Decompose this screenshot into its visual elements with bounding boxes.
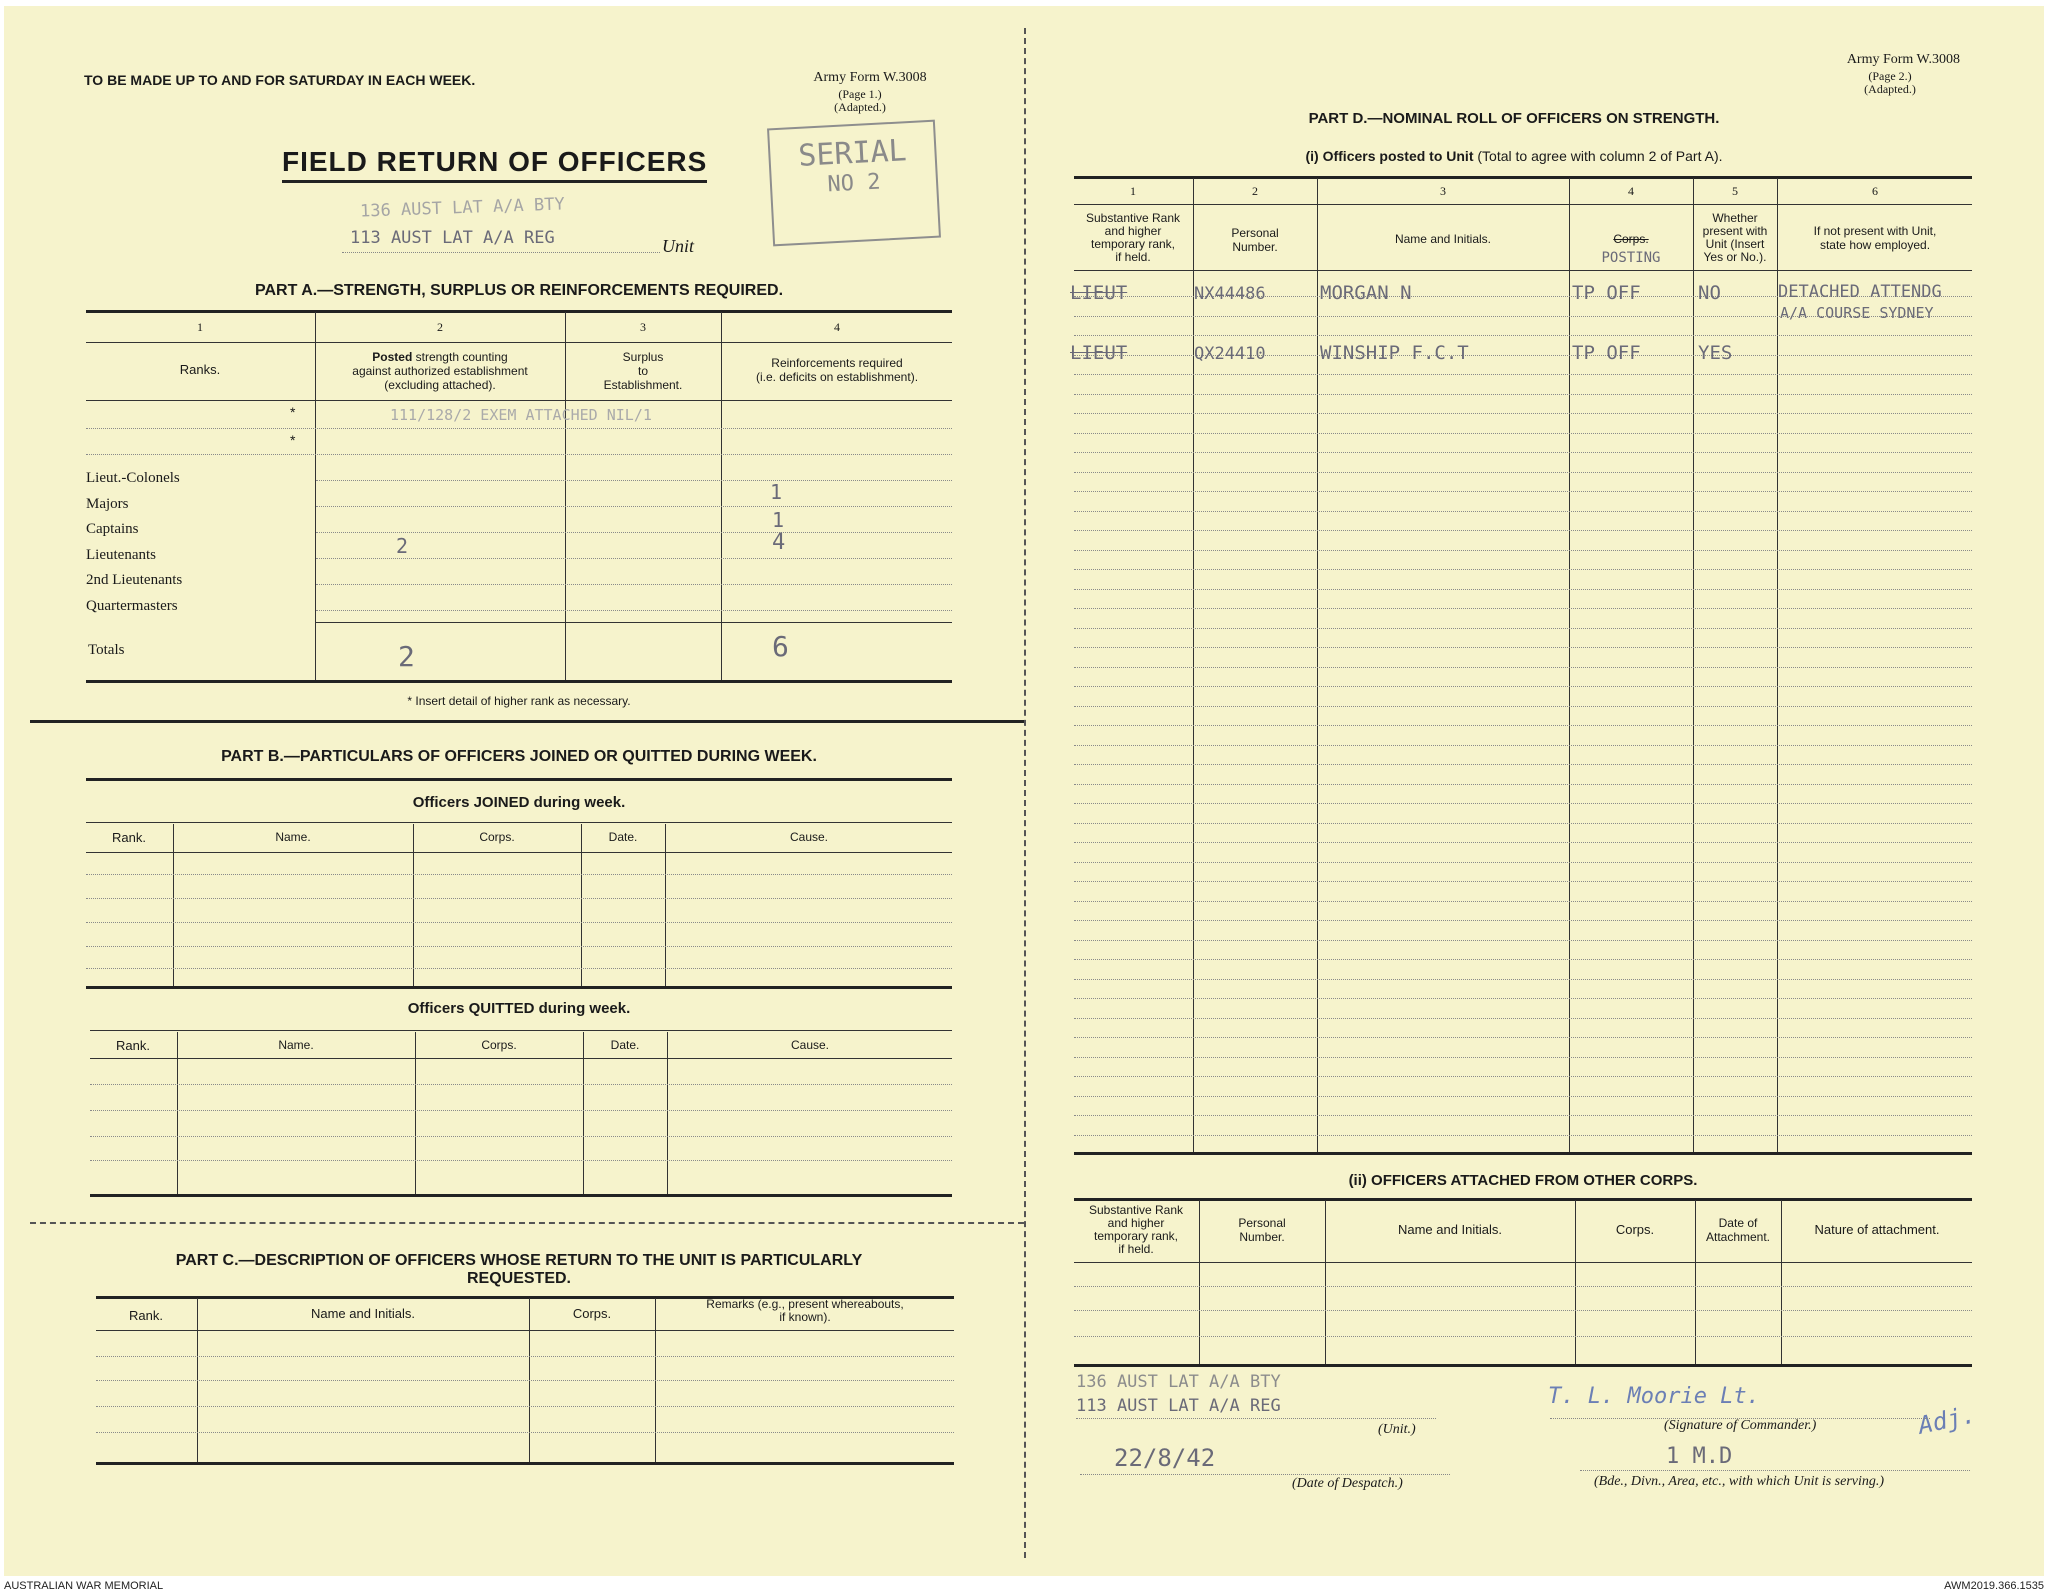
part-d-col-num-5: 5: [1732, 184, 1738, 198]
ruled-line: [1074, 511, 1972, 512]
hand-majors-reinf: 1: [770, 480, 783, 504]
part-a-vline-1: [315, 312, 316, 680]
part-c-title-line-1: PART C.—DESCRIPTION OF OFFICERS WHOSE RETURN TO THE UNIT IS PARTICULARLY: [175, 1252, 863, 1269]
footer-right: AWM2019.366.1535: [1944, 1580, 2044, 1592]
part-d-col-num-1: 1: [1130, 184, 1136, 198]
joined-col-date: Date.: [608, 830, 638, 844]
ruled-line: [1074, 940, 1972, 941]
part-c-col-corps: Corps.: [572, 1306, 612, 1321]
ruled-line: [1074, 1096, 1972, 1097]
ruled-line: [1074, 862, 1972, 863]
part-a-vline-2: [565, 312, 566, 680]
quitted-vline-4: [667, 1032, 668, 1194]
unit-label: Unit: [662, 236, 695, 256]
sig-bde-line: [1580, 1470, 1970, 1471]
part-d-col-num-4: 4: [1628, 184, 1634, 198]
part-b-title: PART B.—PARTICULARS OF OFFICERS JOINED OR QUITTED DURING WEEK.: [221, 748, 817, 765]
ruled-line: [1074, 413, 1972, 414]
part-c-bottom-rule: [96, 1462, 954, 1465]
ruled-line: [1074, 979, 1972, 980]
fold-line-vertical: [1024, 28, 1026, 1558]
row1-corps: TP OFF: [1572, 282, 1641, 304]
part-d-col-ifnot: [1778, 224, 1972, 252]
part-a-title: PART A.—STRENGTH, SURPLUS OR REINFORCEMENTS REQUIRED.: [254, 282, 784, 299]
ii-rank-hdr-3: temporary rank,: [1093, 1229, 1179, 1243]
form-number: Army Form W.3008: [813, 70, 927, 85]
serial-stamp: [767, 120, 941, 247]
quitted-col-date: Date.: [610, 1038, 640, 1052]
quitted-header-rule: [90, 1058, 952, 1059]
part-d-ii-col-personal: [1200, 1216, 1324, 1244]
whether-hdr-4: Yes or No.).: [1703, 250, 1767, 264]
part-d-num-rule: [1074, 204, 1972, 205]
ruled-line: [1074, 901, 1972, 902]
totals-reinf: 6: [772, 630, 789, 663]
ruled-line: [1074, 881, 1972, 882]
ruled-line: [1074, 608, 1972, 609]
sig-commander-adj: Adj.: [1915, 1400, 1979, 1440]
page-number: [780, 88, 940, 114]
row1-employed-2: A/A COURSE SYDNEY: [1780, 304, 1934, 322]
whether-hdr-2: present with: [1702, 224, 1768, 238]
ruled-line: [1074, 1115, 1972, 1116]
hand-captains-reinf: 1: [772, 508, 785, 532]
fold-line-horizontal: [30, 1222, 1024, 1224]
ruled-line: [1074, 823, 1972, 824]
ruled-line: [1074, 530, 1972, 531]
quitted-col-cause: Cause.: [790, 1038, 830, 1052]
part-d-col-num-2: 2: [1252, 184, 1258, 198]
part-a-col-num-4: 4: [834, 320, 840, 334]
part-d-top-rule: [1074, 176, 1972, 179]
ruled-line: [1074, 1076, 1972, 1077]
row1-employed: DETACHED ATTENDG: [1778, 282, 1942, 302]
posted-line-2: against authorized establishment: [352, 364, 528, 378]
sig-date-line: [1080, 1474, 1450, 1475]
footer-left: AUSTRALIAN WAR MEMORIAL: [4, 1580, 164, 1592]
quitted-vline-1: [177, 1032, 178, 1194]
sig-commander-hand: T. L. Moorie Lt.: [1548, 1384, 1760, 1409]
posted-rest: strength counting: [412, 350, 508, 364]
ruled-line: [1074, 394, 1972, 395]
rank-captains: Captains: [86, 521, 139, 537]
row1-name: MORGAN N: [1320, 282, 1412, 304]
sig-commander-label: (Signature of Commander.): [1664, 1418, 1817, 1433]
joined-col-name: Name.: [275, 830, 311, 844]
surplus-line-2: to: [637, 364, 648, 378]
part-a-col-num-1: 1: [197, 320, 203, 334]
ii-rank-hdr-1: Substantive Rank: [1088, 1203, 1184, 1217]
row1-rank: LIEUT: [1070, 282, 1128, 304]
part-c-col-name: Name and Initials.: [310, 1306, 416, 1321]
part-d-ii-vline-1: [1199, 1200, 1200, 1364]
rank-hdr-1: Substantive Rank: [1085, 211, 1181, 225]
ruled-line: [1074, 920, 1972, 921]
row1-number: NX44486: [1194, 284, 1266, 304]
ruled-line: [1074, 374, 1972, 375]
totals-posted: 2: [398, 640, 415, 673]
part-d-vline-2: [1317, 178, 1318, 1152]
rank-hdr-4: if held.: [1115, 250, 1151, 264]
joined-vline-3: [581, 824, 582, 986]
star-2: *: [290, 432, 296, 448]
quitted-bottom-rule: [90, 1194, 952, 1197]
serial-stamp-number: NO 2: [826, 169, 882, 198]
reinf-line-1: Reinforcements required: [771, 356, 903, 370]
rank-lieutenants: Lieutenants: [86, 546, 156, 563]
part-a-col-num-3: 3: [640, 320, 646, 334]
hand-row-1: 111/128/2 EXEM ATTACHED NIL/1: [390, 406, 652, 424]
joined-title: Officers JOINED during week.: [412, 794, 626, 811]
quitted-col-corps: Corps.: [481, 1038, 517, 1052]
sig-bde-label: (Bde., Divn., Area, etc., with which Unit is serving.): [1594, 1474, 1885, 1489]
joined-vline-2: [413, 824, 414, 986]
ruled-line: [1074, 842, 1972, 843]
part-d-ii-col-rank: [1074, 1204, 1198, 1256]
page-title: FIELD RETURN OF OFFICERS: [282, 146, 707, 183]
part-d-col-name: Name and Initials.: [1394, 232, 1492, 246]
part-d-ii-top-rule: [1074, 1198, 1972, 1201]
totals-rule: [316, 622, 952, 623]
ruled-line: [1074, 745, 1972, 746]
row1-present: NO: [1698, 282, 1721, 304]
part-d-ii-header-rule: [1074, 1262, 1972, 1263]
row2-rank: LIEUT: [1070, 342, 1128, 364]
part-d-col-personal: [1194, 226, 1316, 254]
row2-present: YES: [1698, 342, 1733, 364]
part-d-col-rank: [1074, 212, 1192, 264]
part-d-sub-i-bold: (i) Officers posted to Unit: [1305, 148, 1474, 164]
posted-bold: Posted: [372, 350, 413, 364]
remarks-line-1: Remarks (e.g., present whereabouts,: [706, 1297, 904, 1311]
part-a-num-rule: [86, 342, 952, 343]
joined-vline-4: [665, 824, 666, 986]
joined-bottom-rule: [86, 986, 952, 989]
part-a-footnote-rule: [30, 720, 1024, 723]
part-c-header-rule: [96, 1330, 954, 1331]
part-a-col-num-2: 2: [437, 320, 443, 334]
ruled-line: [1074, 686, 1972, 687]
joined-top-rule: [86, 822, 952, 823]
ruled-line: [1074, 1037, 1972, 1038]
ruled-line: [1074, 725, 1972, 726]
star-1: *: [290, 404, 296, 420]
reinf-line-2: (i.e. deficits on establishment).: [755, 370, 919, 384]
part-d-title: PART D.—NOMINAL ROLL OF OFFICERS ON STRENGTH.: [1308, 110, 1720, 127]
instruction-text: TO BE MADE UP TO AND FOR SATURDAY IN EACH WEEK.: [84, 72, 476, 88]
ii-date-2: Attachment.: [1705, 1230, 1771, 1244]
ruled-line: [1074, 784, 1972, 785]
part-d-col-num-3: 3: [1440, 184, 1446, 198]
sig-unit-hand-2: 113 AUST LAT A/A REG: [1076, 1396, 1281, 1416]
unit-handwriting-2: 113 AUST LAT A/A REG: [350, 228, 555, 248]
ruled-line: [1074, 959, 1972, 960]
sig-unit-line: [1076, 1418, 1436, 1419]
col-header-ranks: Ranks.: [179, 362, 221, 377]
ruled-line: [1074, 569, 1972, 570]
personal-hdr-2: Number.: [1232, 240, 1278, 254]
part-a-vline-3: [721, 312, 722, 680]
ruled-line: [1074, 452, 1972, 453]
remarks-line-2: if known).: [779, 1310, 831, 1324]
ii-personal-1: Personal: [1238, 1216, 1286, 1230]
col-header-surplus: [566, 350, 720, 392]
joined-header-rule: [86, 852, 952, 853]
part-d-header-rule: [1074, 270, 1972, 271]
sig-unit-label: (Unit.): [1378, 1422, 1416, 1437]
ruled-line: [1074, 550, 1972, 551]
part-c-col-remarks: [656, 1298, 954, 1324]
part-d-ii-col-name: Name and Initials.: [1397, 1222, 1503, 1237]
rank-hdr-2: and higher: [1104, 224, 1162, 238]
part-d-ii-vline-3: [1575, 1200, 1576, 1364]
page-label: (Page 1.): [838, 87, 882, 101]
ifnot-hdr-2: state how employed.: [1819, 238, 1931, 252]
personal-hdr-1: Personal: [1231, 226, 1279, 240]
quitted-top-rule: [90, 1030, 952, 1031]
ruled-line: [1074, 1018, 1972, 1019]
joined-col-corps: Corps.: [479, 830, 515, 844]
col-header-posted: [316, 350, 564, 392]
serial-stamp-text: SERIAL: [797, 133, 908, 174]
ruled-line: [1074, 706, 1972, 707]
form-number-right: Army Form W.3008: [1846, 52, 1960, 67]
ifnot-hdr-1: If not present with Unit,: [1813, 224, 1937, 238]
ruled-line: [1074, 803, 1972, 804]
sig-bde-hand: 1 M.D: [1666, 1444, 1733, 1469]
part-d-col-corps-hand: POSTING: [1601, 250, 1661, 266]
unit-line: [342, 252, 660, 253]
ii-rank-hdr-4: if held.: [1118, 1242, 1154, 1256]
ii-personal-2: Number.: [1239, 1230, 1285, 1244]
sig-date-hand: 22/8/42: [1114, 1444, 1216, 1472]
ruled-line: [1074, 1135, 1972, 1136]
part-d-sub-ii: (ii) OFFICERS ATTACHED FROM OTHER CORPS.: [1348, 1172, 1698, 1189]
quitted-title: Officers QUITTED during week.: [407, 1000, 631, 1017]
surplus-line-1: Surplus: [622, 350, 664, 364]
ruled-line: [1074, 628, 1972, 629]
part-d-vline-3: [1569, 178, 1570, 1152]
ruled-line: [1074, 667, 1972, 668]
part-d-col-whether: [1694, 212, 1776, 264]
part-c-title-line-2: REQUESTED.: [466, 1270, 571, 1287]
part-b-top-rule: [86, 778, 952, 781]
rank-majors: Majors: [86, 495, 129, 512]
row2-number: QX24410: [1194, 344, 1266, 364]
joined-vline-1: [173, 824, 174, 986]
ruled-line: [1074, 335, 1972, 336]
part-c-col-rank: Rank.: [129, 1308, 163, 1323]
whether-hdr-3: Unit (Insert: [1705, 237, 1765, 251]
quitted-vline-2: [415, 1032, 416, 1194]
ruled-line: [1074, 589, 1972, 590]
page-number-right: [1830, 70, 1950, 96]
adapted-label: (Adapted.): [834, 100, 886, 114]
rank-quartermasters: Quartermasters: [86, 597, 178, 614]
row2-name: WINSHIP F.C.T: [1320, 342, 1469, 364]
ruled-line: [1074, 998, 1972, 999]
part-d-ii-vline-2: [1325, 1200, 1326, 1364]
part-a-footnote: * Insert detail of higher rank as necessary.: [407, 694, 631, 708]
joined-col-cause: Cause.: [789, 830, 829, 844]
part-d-ii-col-date: [1696, 1216, 1780, 1244]
sig-unit-hand-1: 136 AUST LAT A/A BTY: [1076, 1372, 1281, 1392]
joined-col-rank: Rank.: [112, 830, 146, 845]
part-d-ii-col-nature: Nature of attachment.: [1814, 1222, 1940, 1237]
rank-lieut-colonels: Lieut.-Colonels: [86, 470, 180, 486]
ruled-line: [1074, 647, 1972, 648]
part-a-bottom-rule: [86, 680, 952, 683]
ruled-line: [1074, 1057, 1972, 1058]
hand-lieutenants-posted: 2: [396, 534, 409, 558]
col-header-reinforcements: [722, 356, 952, 384]
ii-rank-hdr-2: and higher: [1107, 1216, 1165, 1230]
part-d-col-corps: Corps.: [1613, 232, 1649, 246]
ruled-line: [1074, 472, 1972, 473]
ii-date-1: Date of: [1718, 1216, 1758, 1230]
posted-line-3: (excluding attached).: [384, 378, 496, 392]
part-d-sub-i-rest: (Total to agree with column 2 of Part A).: [1473, 148, 1723, 164]
part-d-vline-4: [1693, 178, 1694, 1152]
part-d-vline-1: [1193, 178, 1194, 1152]
ruled-line: [1074, 433, 1972, 434]
part-d-col-num-6: 6: [1872, 184, 1878, 198]
unit-handwriting-1: 136 AUST LAT A/A BTY: [359, 194, 565, 222]
quitted-vline-3: [583, 1032, 584, 1194]
sig-date-label: (Date of Despatch.): [1292, 1476, 1403, 1491]
whether-hdr-1: Whether: [1712, 211, 1758, 225]
part-d-ii-col-corps: Corps.: [1615, 1222, 1655, 1237]
part-d-vline-5: [1777, 178, 1778, 1152]
hand-lieutenants-reinf: 4: [772, 530, 786, 555]
adapted-label-right: (Adapted.): [1864, 82, 1916, 96]
part-a-top-rule: [86, 310, 952, 313]
rank-2nd-lieutenants: 2nd Lieutenants: [86, 572, 183, 588]
ruled-line: [1074, 764, 1972, 765]
part-d-bottom-rule: [1074, 1152, 1972, 1155]
row2-corps: TP OFF: [1572, 342, 1641, 364]
part-d-ii-bottom-rule: [1074, 1364, 1972, 1367]
part-d-sub-i: [1074, 148, 1954, 164]
part-d-ii-vline-4: [1695, 1200, 1696, 1364]
ranks-list: [86, 466, 182, 619]
quitted-col-rank: Rank.: [116, 1038, 150, 1053]
rank-hdr-3: temporary rank,: [1090, 237, 1176, 251]
part-c-title: [86, 1252, 952, 1288]
surplus-line-3: Establishment.: [603, 378, 683, 392]
totals-label: Totals: [88, 642, 125, 658]
part-d-ii-vline-5: [1781, 1200, 1782, 1364]
part-a-header-rule: [86, 400, 952, 401]
ruled-line: [1074, 491, 1972, 492]
page-label-right: (Page 2.): [1868, 69, 1912, 83]
quitted-col-name: Name.: [278, 1038, 314, 1052]
